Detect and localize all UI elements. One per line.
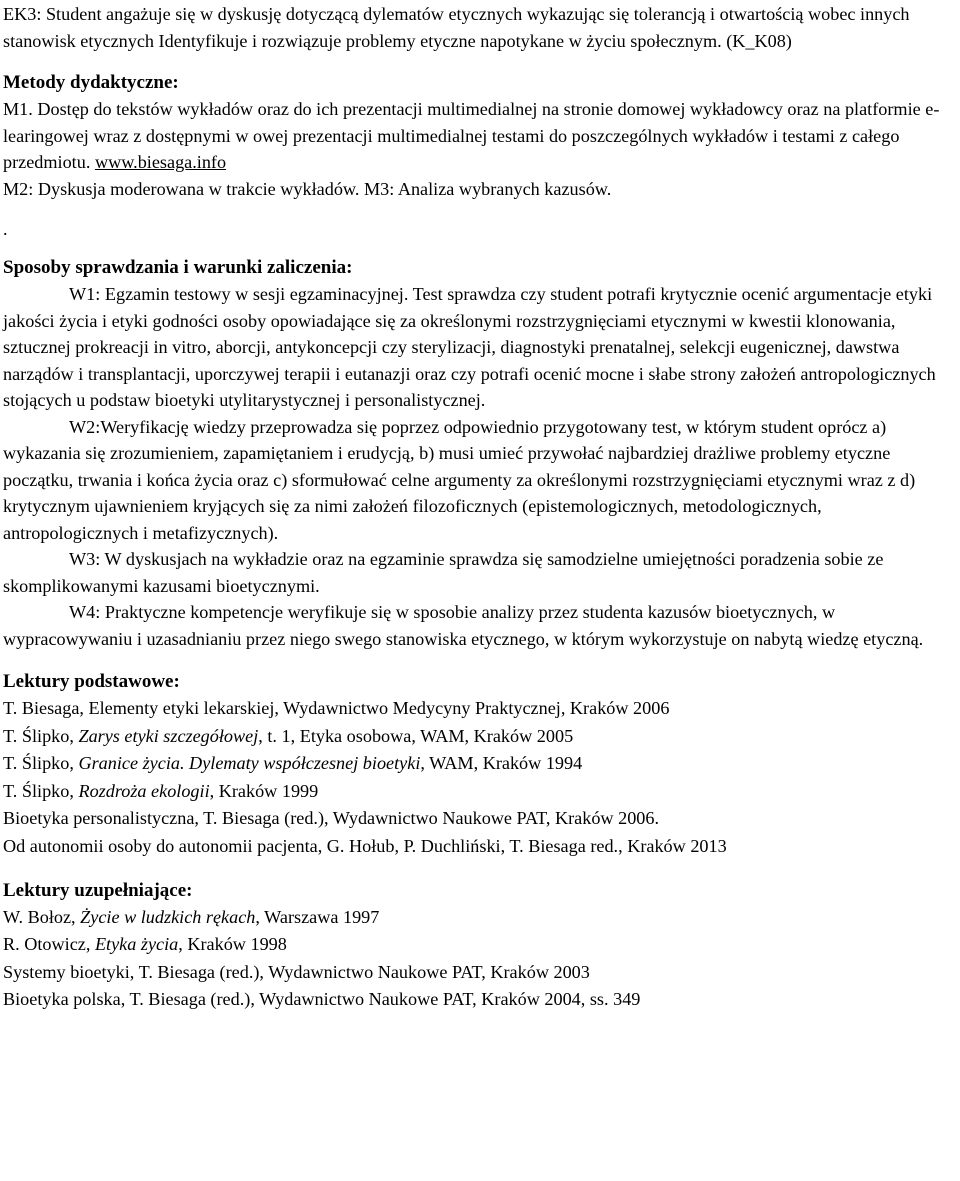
ref-title: Rozdroża ekologii: [78, 780, 210, 801]
reference-item: Bioetyka personalistyczna, T. Biesaga (red.), Wydawnictwo Naukowe PAT, Kraków 2006.: [3, 808, 660, 829]
ref-title: Zarys etyki szczegółowej: [78, 725, 259, 746]
w4-paragraph: W4: Praktyczne kompetencje weryfikuje się w sposobie analizy przez studenta kazusów bioetycznych, w wypracowywaniu i uzasadnianiu przez niego swego stanowiska etycznego, w którym wykorzystuje on nabytą wiedzę etyczną.: [3, 602, 924, 649]
ref-title: Życie w ludzkich rękach: [80, 906, 256, 927]
m1-paragraph: [3, 96, 956, 176]
ref-author: T. Ślipko,: [3, 780, 79, 801]
sposoby-heading: Sposoby sprawdzania i warunki zaliczenia:: [3, 257, 353, 278]
ref-author: T. Ślipko,: [3, 753, 79, 774]
ref-title: Etyka życia: [94, 934, 179, 955]
reference-item: [3, 931, 956, 959]
reference-item: [3, 904, 956, 932]
reference-item: [3, 723, 956, 751]
reference-item: Bioetyka polska, T. Biesaga (red.), Wydawnictwo Naukowe PAT, Kraków 2004, ss. 349: [3, 989, 641, 1010]
w3-paragraph: W3: W dyskusjach na wykładzie oraz na egzaminie sprawdza się samodzielne umiejętności poradzenia sobie ze skomplikowanymi kazusami bioetycznymi.: [3, 549, 884, 596]
ek3-paragraph: EK3: Student angażuje się w dyskusję dotyczącą dylematów etycznych wykazując się tolerancją i otwartością wobec innych stanowisk etycznych Identyfikuje i rozwiązuje problemy etyczne napotykane w życiu społecznym. (K_K08): [3, 4, 910, 51]
ref-details: , Warszawa 1997: [255, 906, 380, 927]
reference-item: [3, 778, 956, 806]
lektury-podstawowe-heading: Lektury podstawowe:: [3, 671, 180, 692]
ref-details: , Kraków 1999: [209, 780, 319, 801]
ref-title: Granice życia. Dylematy współczesnej bioetyki: [78, 753, 421, 774]
ref-author: T. Ślipko,: [3, 725, 79, 746]
ref-details: , t. 1, Etyka osobowa, WAM, Kraków 2005: [258, 725, 574, 746]
stray-dot: .: [3, 219, 8, 239]
biesaga-link[interactable]: www.biesaga.info: [94, 152, 227, 172]
ref-author: W. Bołoz,: [3, 906, 81, 927]
m1-text: M1. Dostęp do tekstów wykładów oraz do ich prezentacji multimedialnej na stronie domowej wykładowcy oraz na platformie e-learingowej wraz z dostępnymi w owej prezentacji multimedialnej testami do poszczególnych wykładów i testami z całego przedmiotu.: [3, 99, 940, 172]
m2-m3-paragraph: M2: Dyskusja moderowana w trakcie wykładów. M3: Analiza wybranych kazusów.: [3, 178, 612, 199]
reference-item: Systemy bioetyki, T. Biesaga (red.), Wydawnictwo Naukowe PAT, Kraków 2003: [3, 961, 590, 982]
reference-item: T. Biesaga, Elementy etyki lekarskiej, Wydawnictwo Medycyny Praktycznej, Kraków 2006: [3, 698, 670, 718]
document-page: [0, 1, 960, 1014]
ref-details: , Kraków 1998: [178, 934, 287, 955]
w1-paragraph: W1: Egzamin testowy w sesji egzaminacyjnej. Test sprawdza czy student potrafi krytycznie ocenić argumentacje etyki jakości życia i etyki godności osoby opowiadające się za określonymi rozstrzygnięciami etycznymi w kwestii klonowania, sztucznej prokreacji in vitro, aborcji, antykoncepcji czy sterylizacji, diagnostyki prenatalnej, selekcji eugenicznej, dawstwa narządów i transplantacji, uporczywej terapii i eutanazji oraz czy potrafi ocenić mocne i słabe strony założeń antropologicznych stojących u podstaw bioetyki utylitarystycznej i personalistycznej.: [3, 284, 936, 410]
w2-paragraph: W2:Weryfikację wiedzy przeprowadza się poprzez odpowiednio przygotowany test, w którym student oprócz a) wykazania się zrozumieniem, zapamiętaniem i erudycją, b) musi umieć przywołać najbardziej drażliwe problemy etyczne początku, trwania i końca życia oraz c) sformułować celne argumenty za określonymi rozstrzygnięciami etycznymi wraz z d) krytycznym ujawnieniem kryjących się za nimi założeń filozoficznych (epistemologicznych, metodologicznych, antropologicznych i metafizycznych).: [3, 416, 916, 543]
metody-heading: Metody dydaktyczne:: [3, 72, 179, 93]
lektury-uzupelniajace-heading: Lektury uzupełniające:: [3, 879, 193, 901]
reference-item: [3, 750, 956, 778]
ref-details: , WAM, Kraków 1994: [420, 753, 583, 774]
reference-item: Od autonomii osoby do autonomii pacjenta, G. Hołub, P. Duchliński, T. Biesaga red., Kraków 2013: [3, 835, 727, 856]
ref-author: R. Otowicz,: [3, 934, 95, 955]
